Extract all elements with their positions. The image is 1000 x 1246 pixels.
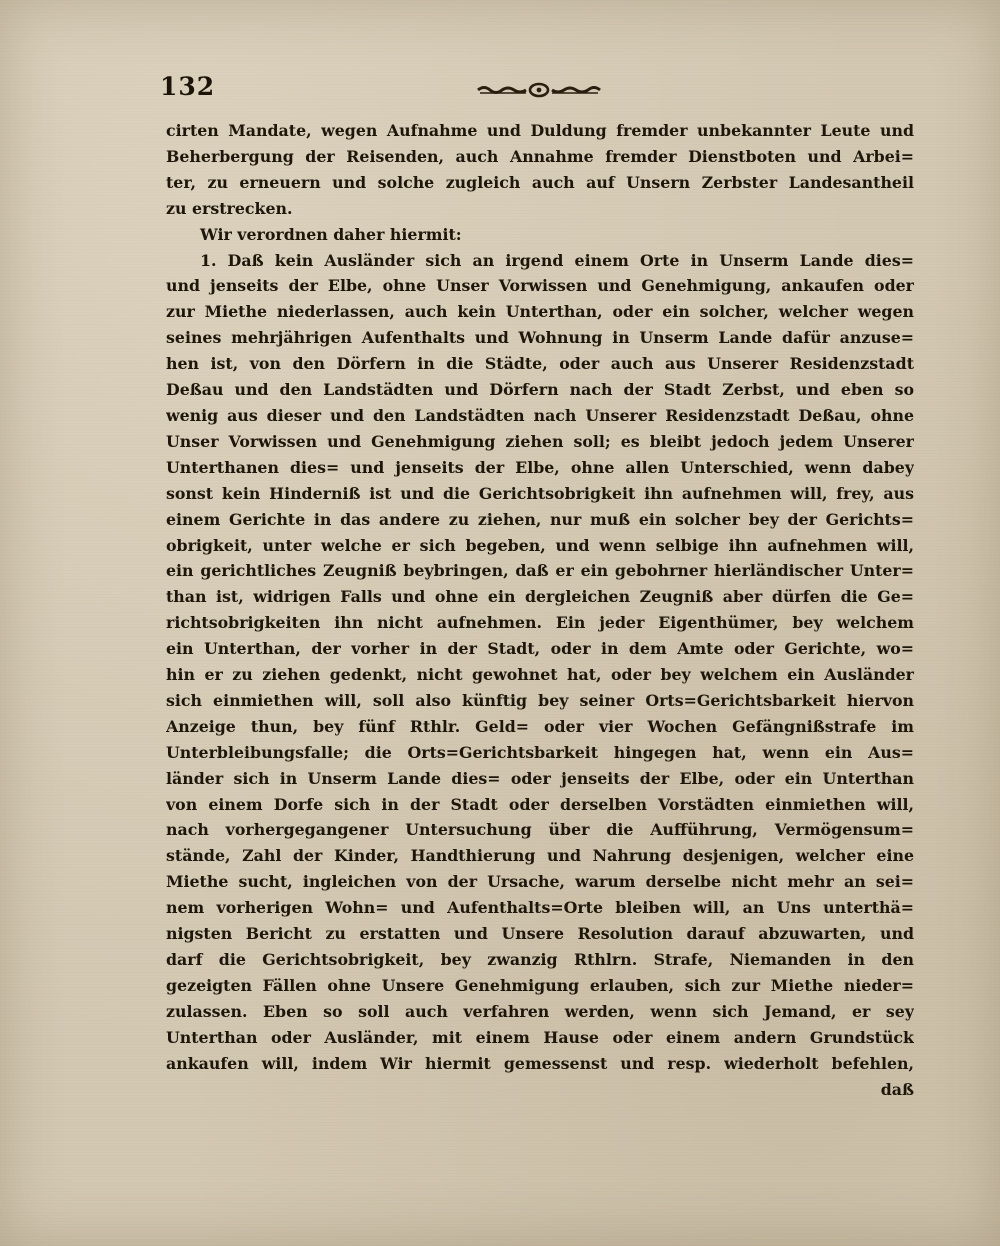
text-line: nigsten Bericht zu erstatten und Unsere Resolution darauf abzuwarten, und <box>166 924 914 944</box>
text-line: Unterthan oder Ausländer, mit einem Hause oder einem andern Grundstück <box>166 1027 914 1047</box>
text-line: Unser Vorwissen und Genehmigung ziehen soll; es bleibt jedoch jedem Unserer <box>166 431 914 451</box>
text-line: länder sich in Unserm Lande dies= oder jenseits der Elbe, oder ein Unterthan <box>166 768 914 788</box>
header-ornament-icon <box>476 82 602 98</box>
text-line: stände, Zahl der Kinder, Handthierung und Nahrung desjenigen, welcher eine <box>166 846 914 866</box>
page-number: 132 <box>160 72 216 101</box>
text-line: hin er zu ziehen gedenkt, nicht gewohnet hat, oder bey welchem ein Ausländer <box>166 665 914 685</box>
text-line: gezeigten Fällen ohne Unsere Genehmigung erlauben, sich zur Miethe nieder= <box>166 975 914 995</box>
text-line: Miethe sucht, ingleichen von der Ursache, warum derselbe nicht mehr an sei= <box>166 872 914 892</box>
catchword: daß <box>880 1079 914 1099</box>
text-line: sonst kein Hinderniß ist und die Gerichtsobrigkeit ihn aufnehmen will, frey, aus <box>166 483 914 503</box>
paragraph-item-1-start: 1. Daß kein Ausländer sich an irgend einem Orte in Unserm Lande dies= <box>200 250 914 270</box>
text-line: than ist, widrigen Falls und ohne ein dergleichen Zeugniß aber dürfen die Ge= <box>166 587 914 607</box>
text-line: ein gerichtliches Zeugniß beybringen, daß er ein gebohrner hierländischer Unter= <box>166 561 914 581</box>
text-line: von einem Dorfe sich in der Stadt oder derselben Vorstädten einmiethen will, <box>166 794 914 814</box>
text-line: wenig aus dieser und den Landstädten nach Unserer Residenzstadt Deßau, ohne <box>166 405 914 425</box>
body-text <box>166 118 914 1102</box>
text-line: zulassen. Eben so soll auch verfahren werden, wenn sich Jemand, er sey <box>166 1001 914 1021</box>
text-line: Anzeige thun, bey fünf Rthlr. Geld= oder vier Wochen Gefängnißstrafe im <box>166 716 914 736</box>
text-line: nach vorhergegangener Untersuchung über die Aufführung, Vermögensum= <box>166 820 914 840</box>
text-line: Unterbleibungsfalle; die Orts=Gerichtsbarkeit hingegen hat, wenn ein Aus= <box>166 742 914 762</box>
text-line: und jenseits der Elbe, ohne Unser Vorwissen und Genehmigung, ankaufen oder <box>166 276 914 296</box>
text-line: zur Miethe niederlassen, auch kein Unterthan, oder ein solcher, welcher wegen <box>166 302 914 322</box>
page-header <box>160 72 920 108</box>
text-line: Beherbergung der Reisenden, auch Annahme fremder Dienstboten und Arbei= <box>166 146 914 166</box>
text-line: Unterthanen dies= und jenseits der Elbe, ohne allen Unterschied, wenn dabey <box>166 457 914 477</box>
text-line: zu erstrecken. <box>166 198 293 218</box>
text-line: seines mehrjährigen Aufenthalts und Wohnung in Unserm Lande dafür anzuse= <box>166 328 914 348</box>
text-line: obrigkeit, unter welche er sich begeben, und wenn selbige ihn aufnehmen will, <box>166 535 914 555</box>
text-line: cirten Mandate, wegen Aufnahme und Duldung fremder unbekannter Leute und <box>166 121 914 140</box>
text-line: einem Gerichte in das andere zu ziehen, nur muß ein solcher bey der Gerichts= <box>166 509 914 529</box>
text-line: nem vorherigen Wohn= und Aufenthalts=Orte bleiben will, an Uns unterthä= <box>166 898 914 918</box>
text-line: ein Unterthan, der vorher in der Stadt, oder in dem Amte oder Gerichte, wo= <box>166 639 914 659</box>
text-line: ter, zu erneuern und solche zugleich auch auf Unsern Zerbster Landesantheil <box>166 172 914 192</box>
text-line: richtsobrigkeiten ihn nicht aufnehmen. Ein jeder Eigenthümer, bey welchem <box>166 613 914 633</box>
text-line: sich einmiethen will, soll also künftig bey seiner Orts=Gerichtsbarkeit hiervon <box>166 690 914 710</box>
text-line: ankaufen will, indem Wir hiermit gemessenst und resp. wiederholt befehlen, <box>166 1053 914 1073</box>
text-line: hen ist, von den Dörfern in die Städte, oder auch aus Unserer Residenzstadt <box>166 354 914 374</box>
text-line: Deßau und den Landstädten und Dörfern nach der Stadt Zerbst, und eben so <box>166 380 914 400</box>
section-heading: Wir verordnen daher hiermit: <box>200 224 462 244</box>
text-line: darf die Gerichtsobrigkeit, bey zwanzig Rthlrn. Strafe, Niemanden in den <box>166 950 914 969</box>
